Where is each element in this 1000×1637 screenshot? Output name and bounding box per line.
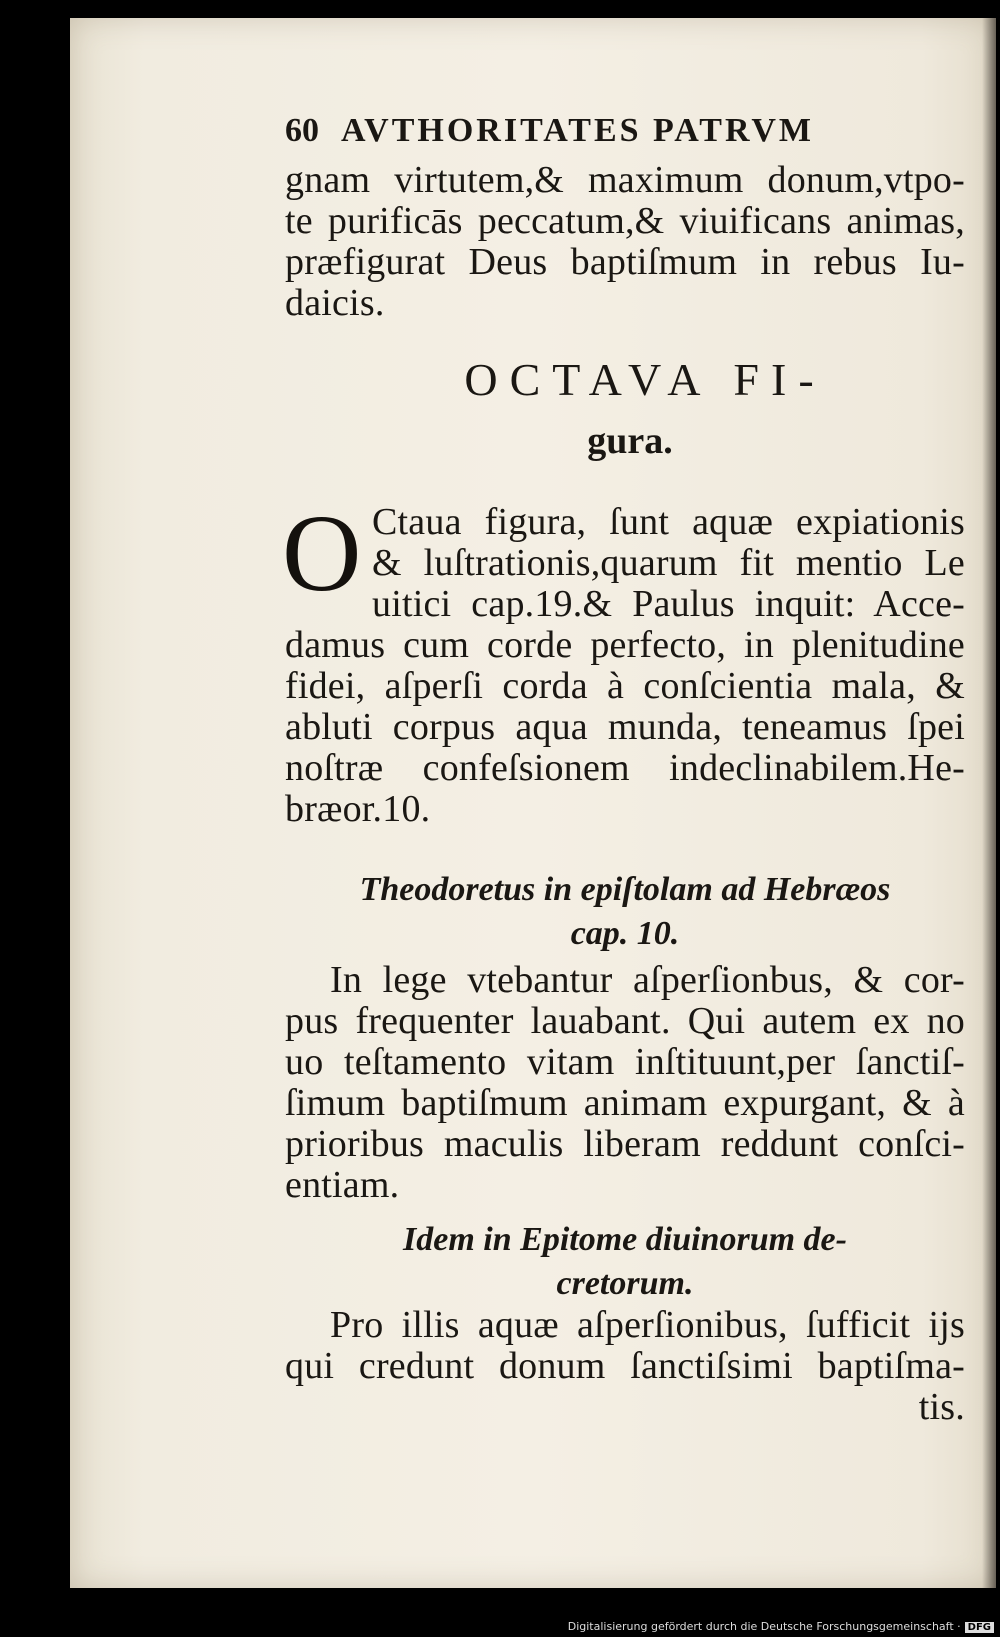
quote-line: In lege vtebantur aſperſionbus, & cor-	[330, 959, 965, 1001]
quote-line: Pro illis aquæ aſperſionibus, ſufficit ijs	[330, 1304, 965, 1346]
quote-line: ſimum baptiſmum animam expurgant, & à	[285, 1082, 965, 1124]
page-number: 60	[285, 112, 319, 149]
quote-line: tis.	[918, 1386, 965, 1428]
credit-text: Digitalisierung gefördert durch die Deutsche Forschungsgemeinschaft ·	[567, 1620, 961, 1633]
section-heading	[285, 355, 965, 465]
intro-line: te purificās peccatum,& viuificans animas,	[285, 200, 965, 242]
idem-heading	[285, 1218, 965, 1306]
digitization-credit	[568, 1620, 994, 1633]
running-title: AVTHORITATES PATRVM	[341, 112, 814, 149]
quote-line: qui credunt donum ſanctiſsimi baptiſma-	[285, 1345, 965, 1387]
paragraph-line: damus cum corde perfecto, in plenitudine	[285, 624, 965, 666]
theodoretus-heading-line-1: Theodoretus in epiſtolam ad Hebræos	[359, 871, 891, 908]
quote-line: uo teſtamento vitam inſtituunt,per ſanctiſ-	[285, 1041, 965, 1083]
paragraph-line: uitici cap.19.& Paulus inquit: Acce-	[372, 583, 965, 625]
intro-line: præfigurat Deus baptiſmum in rebus Iu-	[285, 241, 965, 283]
paragraph-line: fidei, aſperſi corda à conſcientia mala, &	[285, 665, 965, 707]
quote-line: prioribus maculis liberam reddunt conſci-	[285, 1123, 965, 1165]
section-paragraph-indented	[372, 502, 965, 625]
quote-line: entiam.	[285, 1164, 400, 1206]
paragraph-line: Ctaua figura, ſunt aquæ expiationis	[372, 501, 965, 543]
intro-line: gnam virtutem,& maximum donum,vtpo-	[285, 159, 965, 201]
idem-heading-line-1: Idem in Epitome diuinorum de-	[403, 1221, 847, 1258]
running-header	[285, 112, 905, 150]
section-paragraph	[285, 625, 965, 830]
theodoretus-heading-line-2: cap. 10.	[570, 915, 680, 952]
idem-heading-line-2: cretorum.	[556, 1265, 694, 1302]
dfg-logo: DFG	[965, 1622, 994, 1633]
idem-text	[285, 1305, 965, 1428]
intro-line: daicis.	[285, 282, 385, 324]
theodoretus-heading	[285, 868, 965, 956]
paragraph-line: bræor.10.	[285, 788, 431, 830]
paragraph-line: abluti corpus aqua munda, teneamus ſpei	[285, 706, 965, 748]
intro-text	[285, 160, 965, 324]
quote-line: pus frequenter lauabant. Qui autem ex no	[285, 1000, 965, 1042]
section-heading-line-1: OCTAVA FI-	[464, 354, 826, 405]
drop-cap: O	[282, 492, 362, 614]
page-gutter-shadow	[982, 18, 996, 1588]
theodoretus-text	[285, 960, 965, 1206]
paragraph-line: noſtræ confeſsionem indeclinabilem.He-	[285, 747, 965, 789]
section-heading-line-2: gura.	[587, 420, 673, 462]
paragraph-line: & luſtrationis,quarum fit mentio Le	[372, 542, 965, 584]
